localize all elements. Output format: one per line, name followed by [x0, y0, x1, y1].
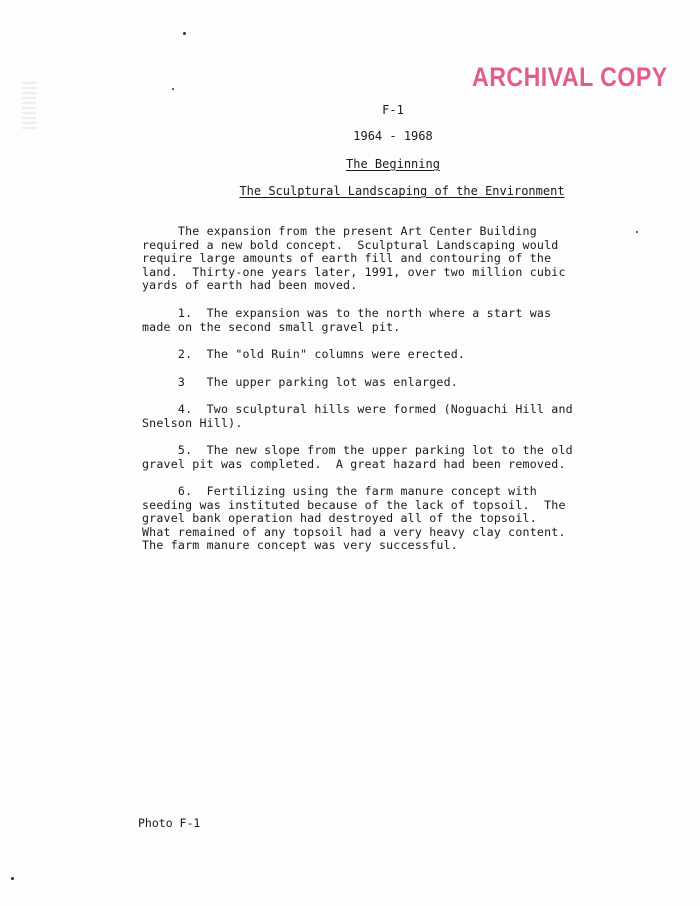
section-title: The Beginning	[346, 157, 440, 171]
scan-speck	[11, 877, 14, 880]
list-item-2: 2. The "old Ruin" columns were erected.	[142, 347, 466, 361]
list-item-5: 5. The new slope from the upper parking lot to the old gravel pit was completed. A great hazard had been removed.	[142, 443, 573, 471]
scan-speck	[172, 88, 174, 90]
photo-caption: Photo F-1	[138, 816, 201, 830]
intro-paragraph: The expansion from the present Art Center Building required a new bold concept. Sculptural Landscaping would require large amounts of earth fill and contouring of the land. Thirty-one years later, 1991, over two million cubic yards of earth had been moved.	[142, 224, 566, 293]
list-item-6: 6. Fertilizing using the farm manure concept with seeding was instituted because of the lack of topsoil. The gravel bank operation had destroyed all of the topsoil. What remained of any topsoil had a very heavy clay content. The farm manure concept was very successful.	[142, 484, 566, 553]
date-range: 1964 - 1968	[353, 129, 433, 143]
scan-speck	[183, 32, 186, 35]
list-item-1: 1. The expansion was to the north where a start was made on the second small gravel pit.	[142, 306, 552, 334]
document-code: F-1	[382, 103, 404, 117]
section-subtitle: The Sculptural Landscaping of the Environment	[239, 184, 565, 198]
list-item-4: 4. Two sculptural hills were formed (Noguachi Hill and Snelson Hill).	[142, 402, 573, 430]
archival-copy-stamp: ARCHIVAL COPY	[472, 62, 668, 92]
list-item-3: 3 The upper parking lot was enlarged.	[142, 375, 458, 389]
scan-margin-artifact	[22, 82, 36, 130]
